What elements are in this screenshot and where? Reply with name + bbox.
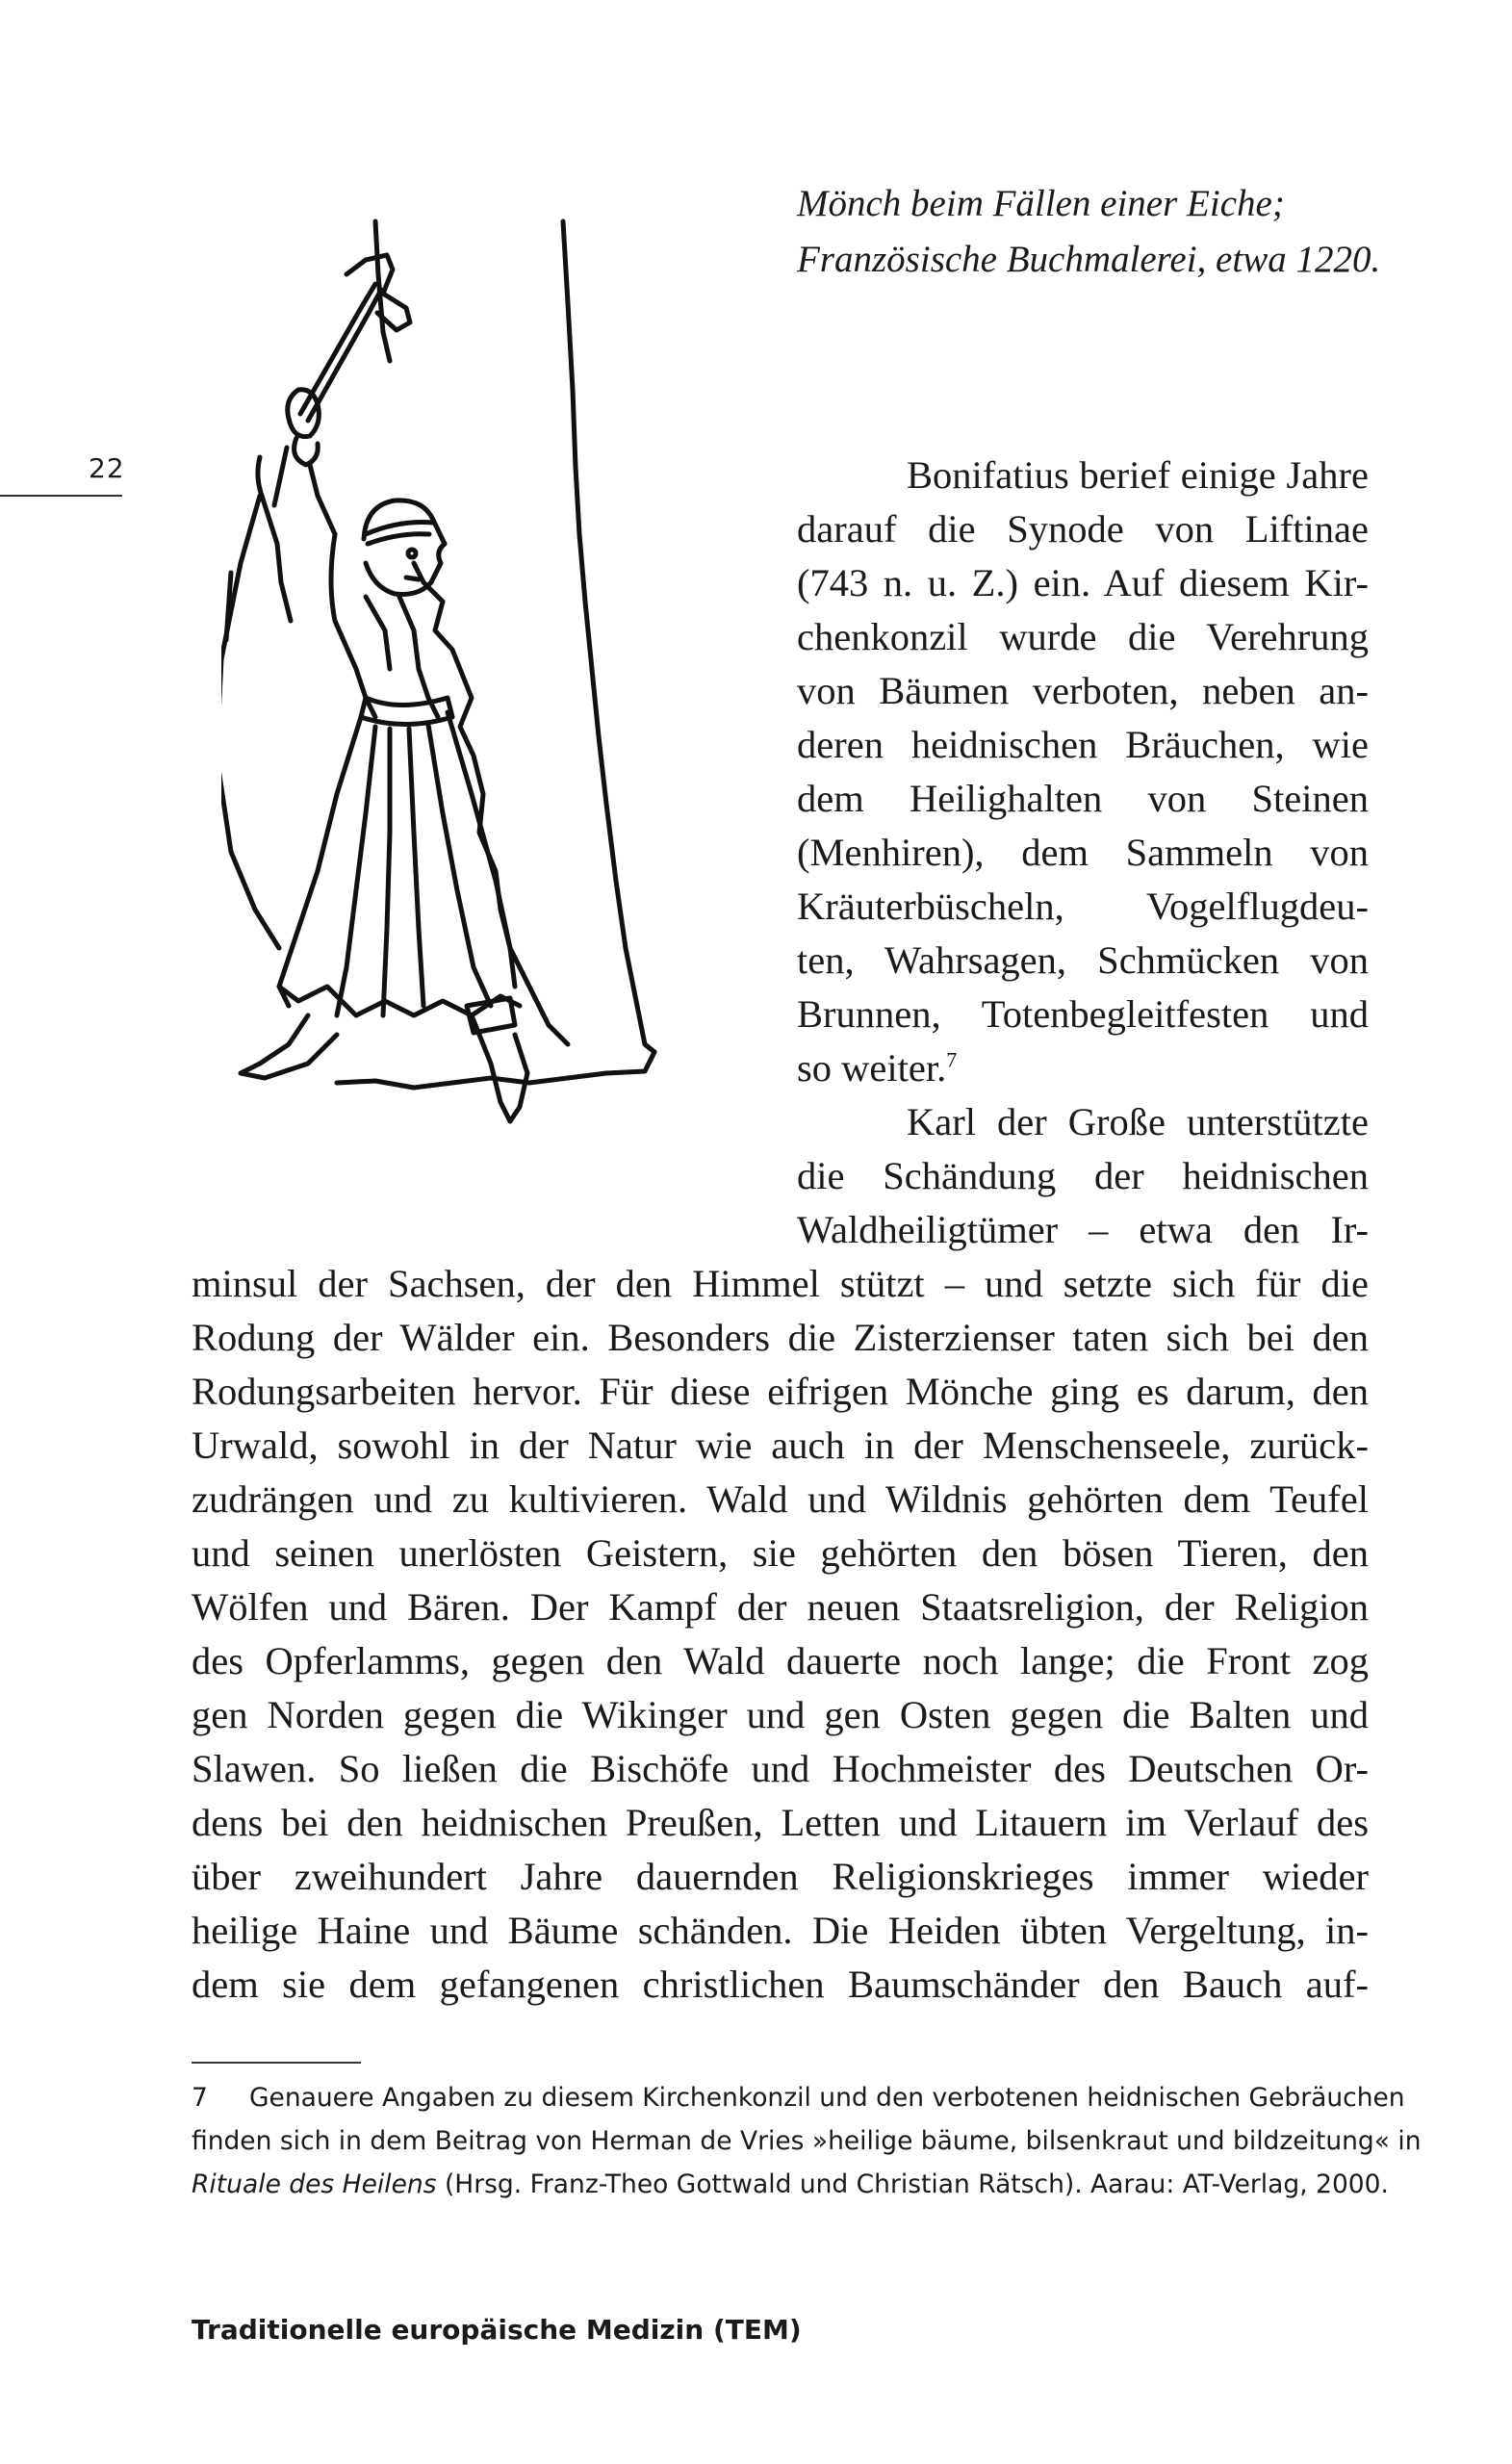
- footnote-reference: 7: [946, 1047, 958, 1072]
- running-footer: Traditionelle europäische Medizin (TEM): [192, 2314, 802, 2346]
- text-line: dem sie dem gefangenen christlichen Baumschänder den Bauch auf-: [192, 1963, 1369, 2006]
- text-line: Brunnen, Totenbegleitfesten und: [797, 992, 1369, 1036]
- text-line: über zweihundert Jahre dauernden Religionskrieges immer wieder: [192, 1855, 1369, 1898]
- text-line: Waldheiligtümer – etwa den Ir-: [797, 1208, 1369, 1251]
- text-line: Bonifatius berief einige Jahre: [907, 453, 1369, 497]
- text-line: (743 n. u. Z.) ein. Auf diesem Kir-: [797, 561, 1369, 604]
- footnote-line: Genauere Angaben zu diesem Kirchenkonzil und den verbotenen heidnischen Gebräuchen: [249, 2083, 1405, 2113]
- text-line: minsul der Sachsen, der den Himmel stützt – und setzte sich für die: [192, 1262, 1369, 1305]
- text-line: dem Heilighalten von Steinen: [797, 777, 1369, 820]
- text-line: Rodung der Wälder ein. Besonders die Zisterzienser taten sich bei den: [192, 1316, 1369, 1359]
- text-line: des Opferlamms, gegen den Wald dauerte noch lange; die Front zog: [192, 1639, 1369, 1682]
- text-line: heilige Haine und Bäume schänden. Die Heiden übten Vergeltung, in-: [192, 1909, 1369, 1952]
- text-line: Wölfen und Bären. Der Kampf der neuen Staatsreligion, der Religion: [192, 1585, 1369, 1629]
- text-line: und seinen unerlösten Geistern, sie gehörten den bösen Tieren, den: [192, 1531, 1369, 1575]
- footnote-book-title: Rituale des Heilens: [192, 2169, 437, 2199]
- text-line: Slawen. So ließen die Bischöfe und Hochmeister des Deutschen Or-: [192, 1747, 1369, 1790]
- text-line: Rodungsarbeiten hervor. Für diese eifrigen Mönche ging es darum, den: [192, 1370, 1369, 1413]
- caption-line: Mönch beim Fällen einer Eiche;: [797, 183, 1285, 224]
- monk-felling-oak-drawing-icon: [221, 217, 741, 1141]
- text-line-with-footnote: [797, 1041, 1369, 1095]
- footnote-number: 7: [192, 2083, 208, 2113]
- text-line: deren heidnischen Bräuchen, wie: [797, 723, 1369, 766]
- text-line: zudrängen und zu kultivieren. Wald und Wildnis gehörten dem Teufel: [192, 1477, 1369, 1521]
- footnote-rule: [192, 2062, 361, 2064]
- footnote: [192, 2076, 1422, 2206]
- page-number: 22: [89, 452, 125, 484]
- text-line: chenkonzil wurde die Verehrung: [797, 615, 1369, 658]
- footnote-line: finden sich in dem Beitrag von Herman de Vries »heilige bäume, bilsenkraut und bildzeitung« in: [192, 2126, 1422, 2156]
- page-number-rule: [0, 495, 122, 497]
- text-line: Karl der Große unterstützte: [907, 1100, 1369, 1143]
- text-line: (Menhiren), dem Sammeln von: [797, 831, 1369, 874]
- text-line: Kräuterbüscheln, Vogelflugdeu-: [797, 885, 1369, 928]
- text-line: Urwald, sowohl in der Natur wie auch in der Menschenseele, zurück-: [192, 1424, 1369, 1467]
- figure-caption: [797, 176, 1394, 288]
- text-line: darauf die Synode von Liftinae: [797, 507, 1369, 551]
- text-line: ten, Wahrsagen, Schmücken von: [797, 938, 1369, 982]
- text-line: die Schändung der heidnischen: [797, 1154, 1369, 1197]
- footnote-line: (Hrsg. Franz-Theo Gottwald und Christian Rätsch). Aarau: AT-Verlag, 2000.: [436, 2169, 1389, 2199]
- text-line: so weiter.: [797, 1046, 947, 1090]
- text-line: gen Norden gegen die Wikinger und gen Osten gegen die Balten und: [192, 1693, 1369, 1736]
- text-line: dens bei den heidnischen Preußen, Letten und Litauern im Verlauf des: [192, 1801, 1369, 1844]
- caption-line: Französische Buchmalerei, etwa 1220.: [797, 239, 1381, 280]
- text-line: von Bäumen verboten, neben an-: [797, 669, 1369, 712]
